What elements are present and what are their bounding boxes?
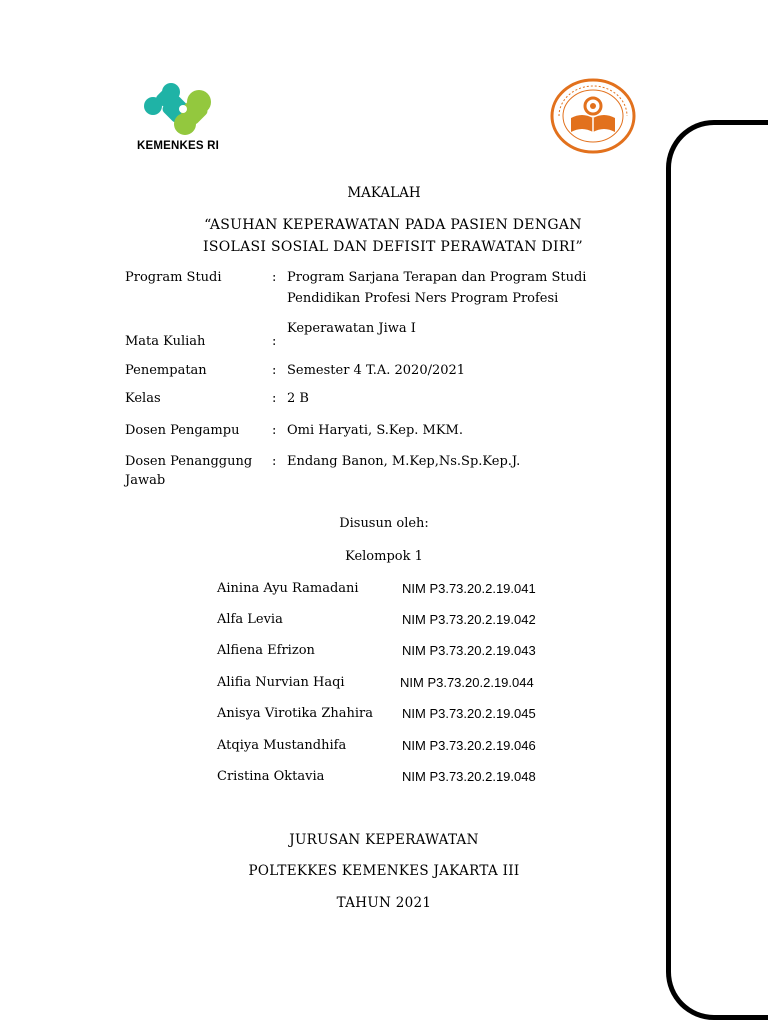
colon: : bbox=[272, 363, 277, 378]
penempatan-label: Penempatan bbox=[125, 363, 207, 378]
member-name: Anisya Virotika Zhahira bbox=[217, 706, 373, 721]
dosen-pengampu-label: Dosen Pengampu bbox=[125, 423, 240, 438]
program-studi-value-line2: Pendidikan Profesi Ners Program Profesi bbox=[287, 291, 559, 306]
tahun-text: TAHUN 2021 bbox=[336, 895, 432, 911]
mata-kuliah-label: Mata Kuliah bbox=[125, 334, 206, 349]
member-nim: NIM P3.73.20.2.19.048 bbox=[402, 769, 536, 784]
dosen-penanggung-jawab-label-line2: Jawab bbox=[125, 473, 166, 488]
dosen-pengampu-value: Omi Haryati, S.Kep. MKM. bbox=[287, 423, 464, 438]
member-name: Alifia Nurvian Haqi bbox=[217, 675, 345, 690]
member-nim: NIM P3.73.20.2.19.042 bbox=[402, 612, 536, 627]
member-nim: NIM P3.73.20.2.19.045 bbox=[402, 706, 536, 721]
disusun-oleh-label: Disusun oleh: bbox=[339, 516, 429, 531]
member-nim: NIM P3.73.20.2.19.041 bbox=[402, 581, 536, 596]
member-name: Atqiya Mustandhifa bbox=[217, 738, 347, 753]
poltekkes-seal-logo bbox=[549, 78, 637, 154]
document-type: MAKALAH bbox=[347, 185, 421, 201]
kemenkes-logo-text: KEMENKES RI bbox=[137, 140, 220, 152]
member-name: Alfiena Efrizon bbox=[217, 643, 315, 658]
penempatan-value: Semester 4 T.A. 2020/2021 bbox=[287, 363, 466, 378]
dosen-penanggung-jawab-label-line1: Dosen Penanggung bbox=[125, 454, 253, 469]
mata-kuliah-value: Keperawatan Jiwa I bbox=[287, 321, 416, 336]
member-name: Cristina Oktavia bbox=[217, 769, 325, 784]
kelas-value: 2 B bbox=[287, 391, 309, 406]
colon: : bbox=[272, 454, 277, 469]
kelas-label: Kelas bbox=[125, 391, 161, 406]
program-studi-value-line1: Program Sarjana Terapan dan Program Studi bbox=[287, 270, 587, 285]
colon: : bbox=[272, 334, 277, 349]
page-corner-frame bbox=[666, 120, 768, 1020]
member-name: Alfa Levia bbox=[217, 612, 283, 627]
colon: : bbox=[272, 270, 277, 285]
colon: : bbox=[272, 391, 277, 406]
institusi-text: POLTEKKES KEMENKES JAKARTA III bbox=[248, 863, 520, 879]
member-nim: NIM P3.73.20.2.19.043 bbox=[402, 643, 536, 658]
kelompok-label: Kelompok 1 bbox=[345, 549, 423, 564]
program-studi-label: Program Studi bbox=[125, 270, 222, 285]
member-nim: NIM P3.73.20.2.19.044 bbox=[400, 675, 534, 690]
colon: : bbox=[272, 423, 277, 438]
document-title-line1: “ASUHAN KEPERAWATAN PADA PASIEN DENGAN bbox=[204, 217, 582, 233]
member-nim: NIM P3.73.20.2.19.046 bbox=[402, 738, 536, 753]
document-title-line2: ISOLASI SOSIAL DAN DEFISIT PERAWATAN DIRI” bbox=[203, 239, 583, 255]
jurusan-text: JURUSAN KEPERAWATAN bbox=[289, 832, 479, 848]
dosen-penanggung-jawab-value: Endang Banon, M.Kep,Ns.Sp.Kep.J. bbox=[287, 454, 521, 469]
member-name: Ainina Ayu Ramadani bbox=[217, 581, 359, 596]
